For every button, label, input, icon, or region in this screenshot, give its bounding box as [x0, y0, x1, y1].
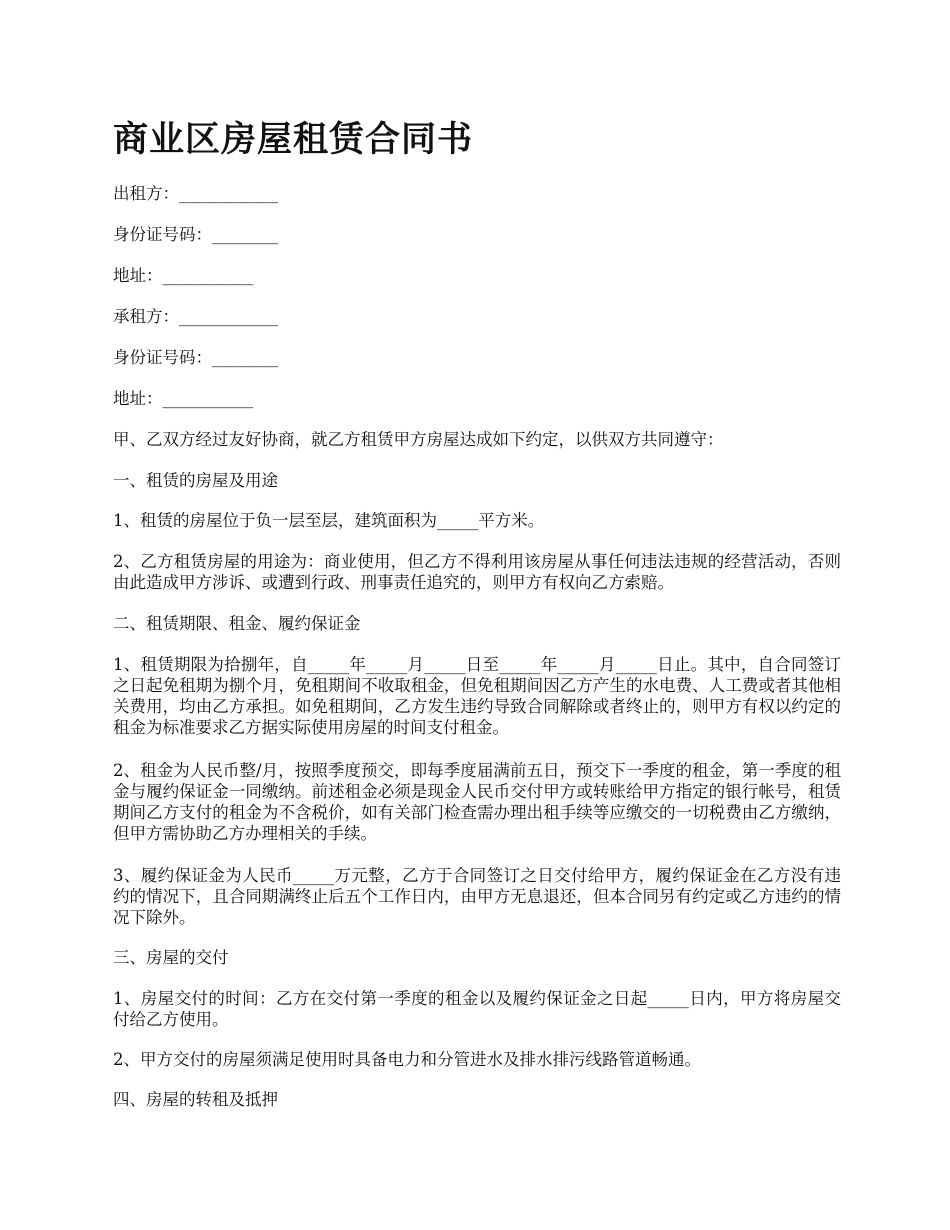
section3-item2: 2、甲方交付的房屋须满足使用时具备电力和分管进水及排水排污线路管道畅通。 [113, 1050, 701, 1069]
section2-item2: 2、租金为人民币整/月，按照季度预交，即每季度届满前五日，预交下一季度的租金，第一季度的租金与履约保证金一同缴纳。前述租金必须是现金人民币交付甲方或转账给甲方指定的银行帐号，租赁期间乙方支付的租金为不含税价，如有关部门检查需办理出租手续等应缴交的一切税费由乙方缴纳，但甲方需协助乙方办理相关的手续。 [113, 761, 841, 843]
lessee-address-line: 地址：___________ [113, 389, 254, 408]
section1-item2: 2、乙方租赁房屋的用途为：商业使用，但乙方不得利用该房屋从事任何违法违规的经营活动，否则由此造成甲方涉诉、或遭到行政、刑事责任追究的，则甲方有权向乙方索赔。 [113, 552, 841, 592]
section4-heading: 四、房屋的转租及抵押 [113, 1090, 278, 1109]
section3-item1: 1、房屋交付的时间：乙方在交付第一季度的租金以及履约保证金之日起_____日内，甲方将房屋交付给乙方使用。 [113, 989, 841, 1029]
section3-heading: 三、房屋的交付 [113, 948, 229, 967]
lessor-address-line: 地址：___________ [113, 266, 254, 285]
lessor-id-line: 身份证号码：________ [113, 225, 278, 244]
section2-item3: 3、履约保证金为人民币_____万元整，乙方于合同签订之日交付给甲方，履约保证金在乙方没有违约的情况下，且合同期满终止后五个工作日内，由甲方无息退还，但本合同另有约定或乙方违约的情况下除外。 [113, 866, 841, 927]
section1-item1: 1、租赁的房屋位于负一层至层，建筑面积为_____平方米。 [113, 511, 545, 530]
section2-item1: 1、租赁期限为拾捌年，自_____年_____月_____日至_____年_____月_____日止。其中，自合同签订之日起免租期为捌个月，免租期间不收取租金，但免租期间因乙方产生的水电费、人工费或者其他相关费用，均由乙方承担。如免租期间，乙方发生违约导致合同解除或者终止的，则甲方有权以约定的租金为标准要求乙方据实际使用房屋的时间支付租金。 [113, 655, 841, 737]
intro-paragraph: 甲、乙双方经过友好协商，就乙方租赁甲方房屋达成如下约定，以供双方共同遵守： [113, 430, 724, 449]
lessee-id-line: 身份证号码：________ [113, 348, 278, 367]
page-title: 商业区房屋租赁合同书 [113, 119, 474, 160]
lessee-line: 承租方：____________ [113, 307, 278, 326]
section2-heading: 二、租赁期限、租金、履约保证金 [113, 614, 361, 633]
lessor-line: 出租方：____________ [113, 184, 278, 203]
section1-heading: 一、租赁的房屋及用途 [113, 471, 278, 490]
